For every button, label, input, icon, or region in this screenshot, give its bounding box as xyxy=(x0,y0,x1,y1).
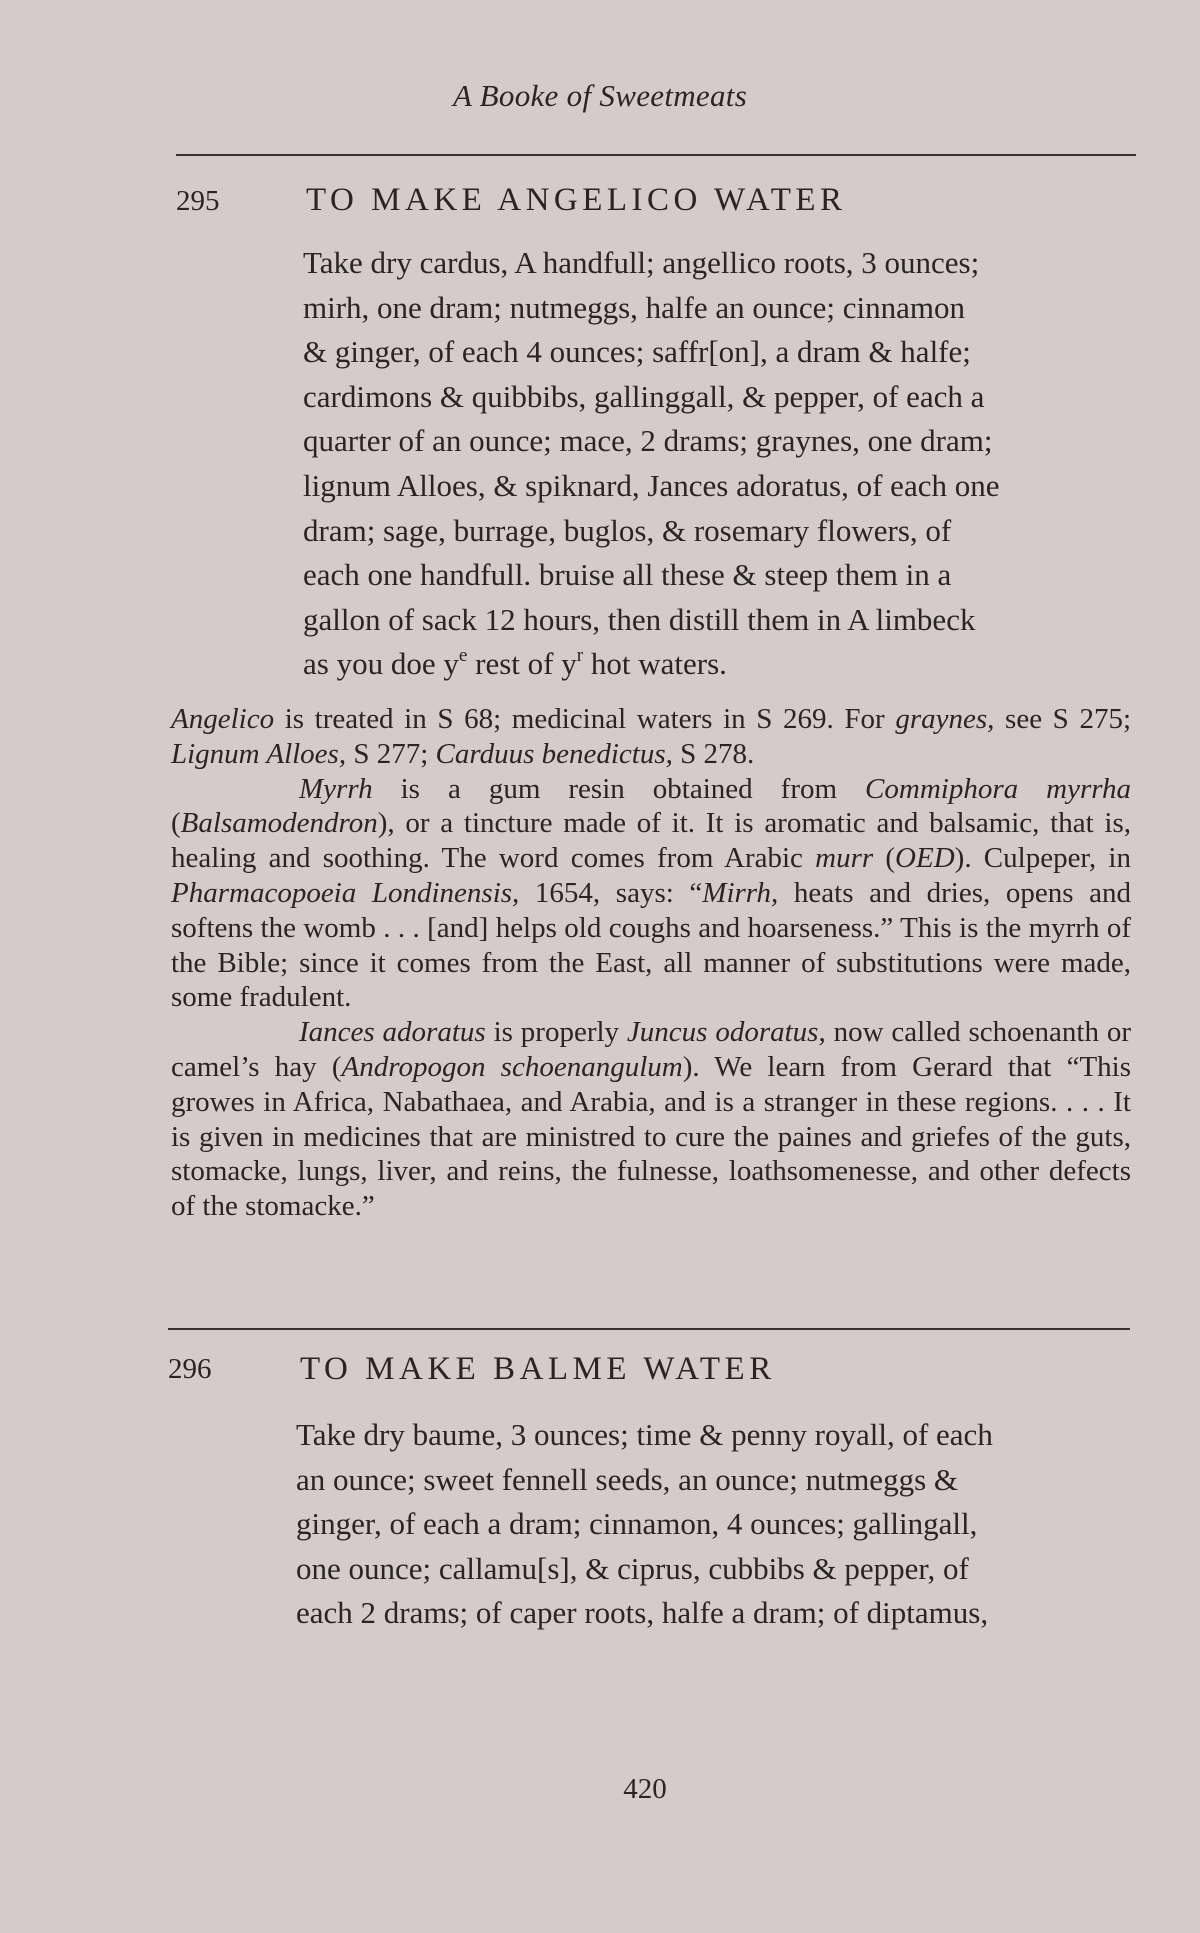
recipe-title-295: TO MAKE ANGELICO WATER xyxy=(306,182,847,218)
recipe-number-296: 296 xyxy=(168,1353,212,1385)
superscript: e xyxy=(458,645,468,667)
running-head: A Booke of Sweetmeats xyxy=(452,78,748,113)
italic-run: Myrrh xyxy=(299,772,373,805)
recipe-line: ginger, of each a dram; cinnamon, 4 ounces; gallingall, xyxy=(296,1506,978,1542)
recipe-line: each one handfull. bruise all these & steep them in a xyxy=(303,557,952,593)
recipe-body-295 xyxy=(303,241,999,687)
text-run: S 278. xyxy=(672,737,755,770)
italic-run: Angelico xyxy=(171,703,275,735)
italic-run: Juncus odoratus, xyxy=(626,1016,826,1049)
recipe-line: Take dry baume, 3 ounces; time & penny royall, of each xyxy=(296,1417,993,1452)
recipe-number-295: 295 xyxy=(176,185,220,217)
recipe-line: cardimons & quibbibs, gallinggall, & pepper, of each a xyxy=(303,378,985,414)
italic-run: Mirrh, xyxy=(702,876,779,909)
section-rule xyxy=(168,1328,1130,1330)
recipe-line: one ounce; callamu[s], & ciprus, cubbibs & pepper, of xyxy=(296,1550,969,1586)
recipe-line: quarter of an ounce; mace, 2 drams; graynes, one dram; xyxy=(303,423,993,459)
superscript: r xyxy=(576,645,584,667)
italic-run: graynes, xyxy=(895,703,995,735)
recipe-line: lignum Alloes, & spiknard, Jances adoratus, of each one xyxy=(303,467,1000,503)
recipe-line: gallon of sack 12 hours, then distill them in A limbeck xyxy=(303,601,976,637)
text-run: ), or a tincture made of it. It is aromatic and balsamic, that is, healing and soothing. The word comes from Arabic xyxy=(171,807,1131,875)
recipe-line: an ounce; sweet fennell seeds, an ounce; nutmeggs & xyxy=(296,1461,958,1497)
text-run: now called schoenanth or camel’s hay ( xyxy=(171,1016,1131,1083)
text-run: ( xyxy=(171,807,181,840)
text-run: is a gum resin obtained from xyxy=(372,772,866,805)
note-paragraph-myrrh xyxy=(171,772,1131,1016)
recipe-line: dram; sage, burrage, buglos, & rosemary flowers, of xyxy=(303,512,952,548)
italic-run: Lignum Alloes, xyxy=(171,737,347,770)
italic-run: Iances adoratus xyxy=(299,1016,486,1049)
note-paragraph-iances xyxy=(171,1015,1131,1224)
recipe-title-296: TO MAKE BALME WATER xyxy=(300,1351,776,1387)
recipe-line: each 2 drams; of caper roots, halfe a dram; of diptamus, xyxy=(296,1595,989,1631)
top-rule xyxy=(176,154,1136,156)
text-run: see S 275; xyxy=(994,703,1131,735)
text-run: as you doe y xyxy=(303,646,459,682)
recipe-body-296 xyxy=(296,1413,993,1636)
text-run: hot waters. xyxy=(583,646,727,682)
recipe-line-last xyxy=(303,642,999,687)
italic-run: Balsamodendron xyxy=(180,807,378,840)
recipe-line: Take dry cardus, A handfull; angellico roots, 3 ounces; xyxy=(303,245,980,280)
recipe-line: & ginger, of each 4 ounces; saffr[on], a dram & halfe; xyxy=(303,334,971,370)
page-number: 420 xyxy=(623,1773,667,1805)
text-run: is properly xyxy=(485,1016,627,1049)
italic-run: Commiphora myrrha xyxy=(865,772,1131,805)
note-paragraph-angelico xyxy=(171,702,1131,772)
italic-run: Andropogon schoenangulum xyxy=(341,1050,683,1083)
text-run: ( xyxy=(873,842,896,875)
text-run: rest of y xyxy=(467,646,577,682)
italic-run: Pharmacopoeia Londinensis, xyxy=(171,876,520,909)
text-run: S 277; xyxy=(346,737,436,770)
text-run: is treated in S 68; medicinal waters in S 269. For xyxy=(274,703,896,735)
text-run: 1654, says: “ xyxy=(519,876,703,909)
italic-run: OED xyxy=(895,842,955,875)
italic-run: Carduus benedictus, xyxy=(435,737,673,770)
recipe-line: mirh, one dram; nutmeggs, halfe an ounce; cinnamon xyxy=(303,289,966,325)
italic-run: murr xyxy=(815,842,874,875)
text-run: heats and dries, opens and softens the womb . . . [and] helps old coughs and hoarseness.” This is the myrrh of the Bible; since it comes from the East, all manner of substitutions were made, some fradulent. xyxy=(171,876,1131,1014)
editorial-notes-295 xyxy=(171,702,1131,1224)
text-run: ). We learn from Gerard that “This growes in Africa, Nabathaea, and Arabia, and is a stranger in these regions. . . . It is given in medicines that are ministred to cure the paines and griefes of the guts, stomacke, lungs, liver, and reins, the fulnesse, loathsomenesse, and other defects of the stomacke.” xyxy=(171,1050,1132,1223)
text-run: ). Culpeper, in xyxy=(954,842,1131,875)
